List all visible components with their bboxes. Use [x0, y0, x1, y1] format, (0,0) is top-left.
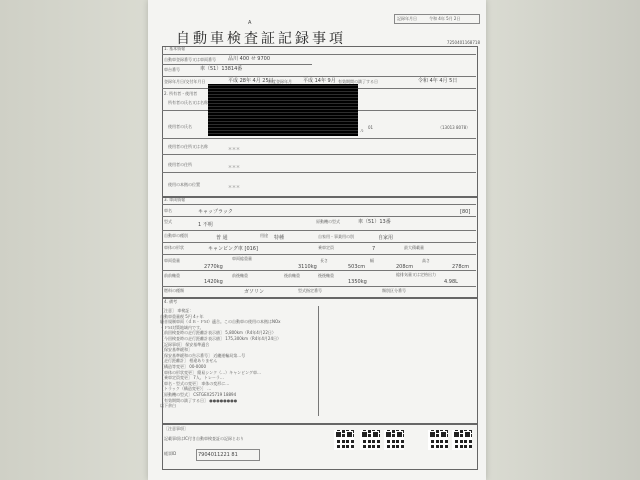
- make-code: [80]: [460, 209, 471, 215]
- notes-line: ［保安基準緩和］: [160, 347, 192, 353]
- gross-weight-value: 3110kg: [298, 264, 317, 270]
- length-label: 長さ: [320, 258, 328, 263]
- issue-date-label: 記録年月日: [397, 16, 417, 21]
- notes-line: ［トラック（構造変更）］ …: [160, 386, 212, 392]
- registration-label: 自動車登録番号又は車両番号: [164, 57, 216, 62]
- notes-line: ［構造等変更］ 00-0000: [160, 364, 206, 369]
- owner-name-label: 所有者の氏名又は名称: [168, 100, 208, 105]
- first-registration-label: 登録年月日/交付年月日: [164, 79, 206, 84]
- user-address-label: 使用者の住所又は名称: [168, 144, 208, 149]
- header-mark: A: [248, 20, 252, 26]
- car-id-value: 車（51）13814番: [200, 66, 243, 72]
- id-box: [196, 449, 260, 461]
- expiry-label: 有効期間の満了する日: [338, 79, 378, 84]
- qr-code-3-icon: [384, 430, 404, 450]
- first-registration-value: 平成 28年 4月 25日: [228, 78, 274, 84]
- axle-weight-value: 1420kg: [204, 279, 223, 285]
- vehicle-shape-value: キャンピング車 [016]: [208, 246, 258, 252]
- owner-section-heading: 2. 所有者・使用者: [164, 91, 198, 96]
- displacement-label: 総排気量又は定格出力: [396, 272, 436, 277]
- car-id-label: 車台番号: [164, 67, 180, 72]
- width-value: 208cm: [396, 264, 414, 270]
- user-code-number: （13013 8078）: [438, 125, 471, 130]
- use-value: 特種: [274, 235, 285, 241]
- base-location-label: 使用者の住所: [168, 162, 192, 167]
- notes-line: ［車名・型式の変更］ 車体の変形に…: [160, 380, 230, 386]
- private-commercial-label: 自家用・事業用の別: [318, 234, 354, 239]
- notes-line: ・ＰＭ対策地域内です。: [160, 324, 204, 330]
- width-label: 幅: [370, 258, 374, 263]
- section-2-heading: 3. 車両情報: [164, 197, 186, 202]
- issue-date-box: [394, 14, 480, 24]
- fuel-value: ガソリン: [244, 289, 265, 295]
- make-value: キャップラック: [198, 209, 233, 215]
- production-date-label: 初度登録年月: [268, 79, 292, 84]
- user-code-value: 01: [368, 125, 374, 130]
- qr-code-5-icon: [452, 430, 472, 450]
- notes-line: ［保安基準緩和の告示番号］ 近畿運輸局第...号: [160, 352, 246, 358]
- redaction-suffix: ル: [360, 128, 364, 133]
- notes-line: ［前回検査時の走行距離計表示値］ 5,800km（R4年4月22日）: [160, 330, 276, 336]
- capacity-label: 乗車定員: [318, 245, 334, 250]
- notes-line: ［車体の形状変更］ 簡易シンク（…）キャンピング車…: [160, 369, 262, 375]
- body-type-label: 自動車の種別: [164, 233, 188, 238]
- max-load-label: 最大積載量: [404, 245, 424, 250]
- model-value: 1 不明: [198, 222, 213, 228]
- fuel-label: 燃料の種類: [164, 288, 184, 293]
- notes-line: 以下余白: [160, 403, 176, 409]
- production-date-value: 平成 14年 9月: [303, 78, 336, 84]
- model-label: 型式: [164, 219, 172, 224]
- qr-code-2-icon: [360, 430, 380, 450]
- height-label: 高さ: [422, 258, 430, 263]
- displacement-value: 4.98L: [444, 279, 458, 285]
- document-number: 7250401168718: [446, 40, 480, 45]
- user-address-value: ＊＊＊: [228, 146, 240, 151]
- private-commercial-value: 自家用: [378, 235, 394, 241]
- category-number-label: 類別区分番号: [382, 288, 406, 293]
- section-1-heading: 1. 基本情報: [164, 46, 186, 51]
- notes-line: ［有効期間の満了する日］ ●●●●●●●●: [160, 397, 238, 403]
- user-name-label: 使用者の氏名: [168, 124, 192, 129]
- redacted-owner-info: [208, 84, 358, 136]
- notes-line: ［走行距離計］ 相違ありません: [160, 358, 218, 364]
- remarks-heading: ［注意事項］: [164, 426, 188, 431]
- notes-line: 騒音規制車両（ｄＢ・ＰＭ）適合。この自動車の使用の本拠はNOx: [160, 319, 281, 325]
- section-4-heading: 4. 備考: [164, 299, 178, 304]
- gross-weight-label: 車両総重量: [232, 256, 252, 261]
- notes-line: ［乗車定員変更］ 7人、トレーラ…: [160, 375, 224, 381]
- use-label: 用途: [260, 233, 268, 238]
- qr-code-4-icon: [428, 430, 448, 450]
- page-title: 自動車検査証記録事項: [176, 31, 346, 47]
- registration-number: 品川 400 せ 9700: [228, 56, 271, 62]
- height-value: 278cm: [452, 264, 470, 270]
- qr-code-1-icon: [334, 430, 354, 450]
- engine-model-value: 車（51）13番: [358, 219, 391, 225]
- engine-model-label: 原動機の型式: [316, 219, 340, 224]
- remarks-text: 記載事項はIC付き自動車検査証の記録とおり: [164, 436, 244, 441]
- notes-line: ［原動機の型式］ CSTGEX25719 18894: [160, 392, 237, 397]
- expiry-value: 令和 4年 4月 5日: [418, 78, 458, 84]
- rear-axle-value: 1350kg: [348, 279, 367, 285]
- electronic-id-value: 7904011221 81: [198, 452, 238, 458]
- front-axle-label: 前後軸重: [232, 273, 248, 278]
- storage-location-label: 使用の本拠の位置: [168, 182, 200, 187]
- notes-line: ［今回検査時の走行距離計表示値］ 175,300km（R4年4月24日）: [160, 336, 281, 341]
- rear-rear-axle-label: 後後軸重: [318, 273, 334, 278]
- notes-line: ［記録事項］ 保安基準適合: [160, 341, 210, 347]
- weight-value: 2770kg: [204, 264, 223, 270]
- body-type-value: 普 通: [216, 235, 228, 241]
- type-designation-label: 型式指定番号: [298, 288, 322, 293]
- weight-label: 車両重量: [164, 258, 180, 263]
- electronic-id-label: 帳票ID: [164, 451, 177, 456]
- storage-location-value: ＊＊＊: [228, 184, 240, 189]
- vehicle-shape-label: 車体の形状: [164, 245, 184, 250]
- make-label: 車名: [164, 208, 172, 213]
- base-location-value: ＊＊＊: [228, 164, 240, 169]
- length-value: 503cm: [348, 264, 366, 270]
- axle-weight-label: 前前軸重: [164, 273, 180, 278]
- notes-line: 自動車重量税 5円 4ヶ年: [160, 313, 204, 319]
- rear-axle-label: 後前軸重: [284, 273, 300, 278]
- capacity-value: 7: [372, 246, 376, 252]
- notes-line: ［注意］ 車検証：: [160, 308, 194, 313]
- issue-date-value: 令和 4年 5月 2日: [429, 16, 461, 21]
- inspection-record-document: [148, 0, 486, 480]
